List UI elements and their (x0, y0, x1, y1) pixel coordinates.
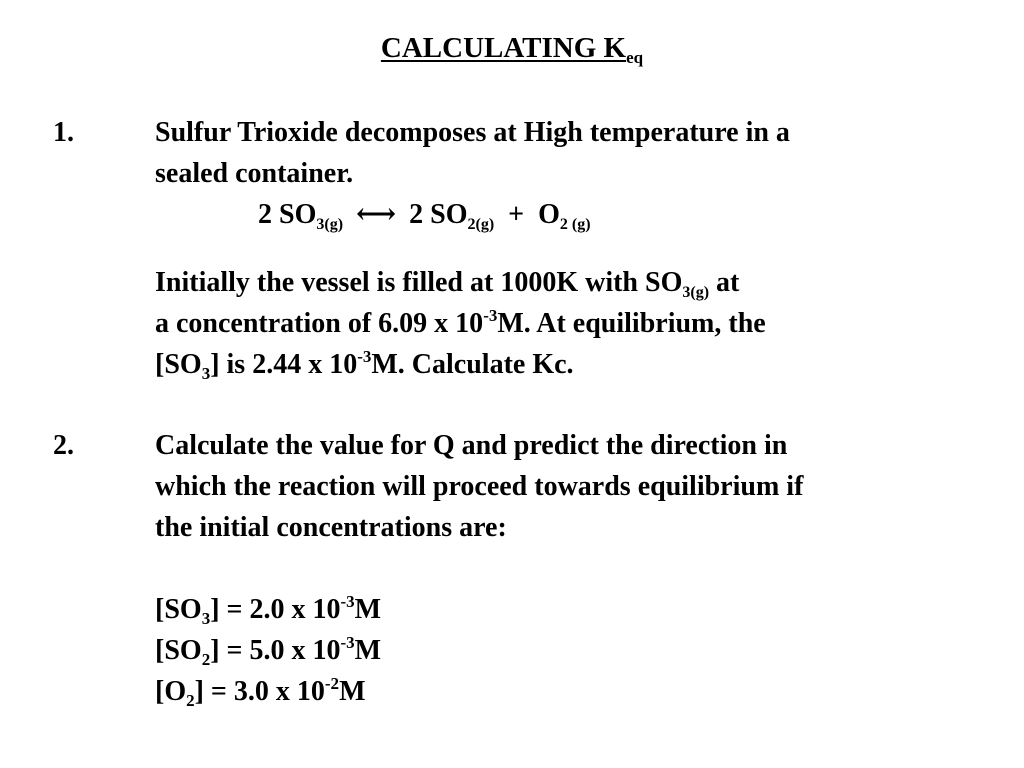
concentration-so2: $[SO_2] = 5.0$ x $10^{-3}M$ (155, 633, 382, 669)
reaction-equation (155, 194, 975, 235)
q1-detail-line-2: a concentration of 6.09 x $10^{-3}M$. At equilibrium, the (155, 306, 766, 339)
q2-line-3: the initial concentrations are: (155, 512, 507, 543)
eq-product-2-sub: 2 (g) (559, 216, 591, 233)
concentration-o2: $[O_2] = 3.0$ x $10^{-2}M$ (155, 674, 366, 710)
eq-product-1: 2 SO (409, 199, 468, 230)
eq-plus: + (508, 199, 525, 230)
question-1-number: 1. (53, 117, 74, 148)
question-1-details (155, 262, 975, 385)
q1-detail-line-3: $[SO_3]$ is 2.44 x $10^{-3}M$. Calculate Kc. (155, 347, 574, 383)
eq-product-2: O (538, 199, 560, 230)
equilibrium-arrow-icon: ⟷ (356, 199, 397, 230)
q2-line-2: which the reaction will proceed towards equilibrium if (155, 471, 804, 502)
question-1-text (155, 112, 975, 235)
question-2-text (155, 425, 975, 548)
q2-line-1: Calculate the value for Q and predict the direction in (155, 430, 788, 461)
question-2-number: 2. (53, 430, 74, 461)
eq-reactant-sub: 3(g) (316, 216, 344, 233)
q1-line-2: sealed container. (155, 158, 354, 189)
q1-detail-line-1: Initially the vessel is filled at 1000K with $SO_{3(g)}$ at (155, 267, 740, 301)
eq-reactant: 2 SO (258, 199, 317, 230)
slide-title (0, 30, 1024, 66)
title-text: CALCULATING K (380, 32, 627, 64)
concentration-list (155, 589, 975, 712)
eq-product-1-sub: 2(g) (467, 216, 495, 233)
concentration-so3: $[SO_3] = 2.0$ x $10^{-3}M$ (155, 592, 382, 628)
q1-line-1: Sulfur Trioxide decomposes at High temperature in a (155, 117, 790, 148)
title-subscript: eq (626, 48, 644, 67)
